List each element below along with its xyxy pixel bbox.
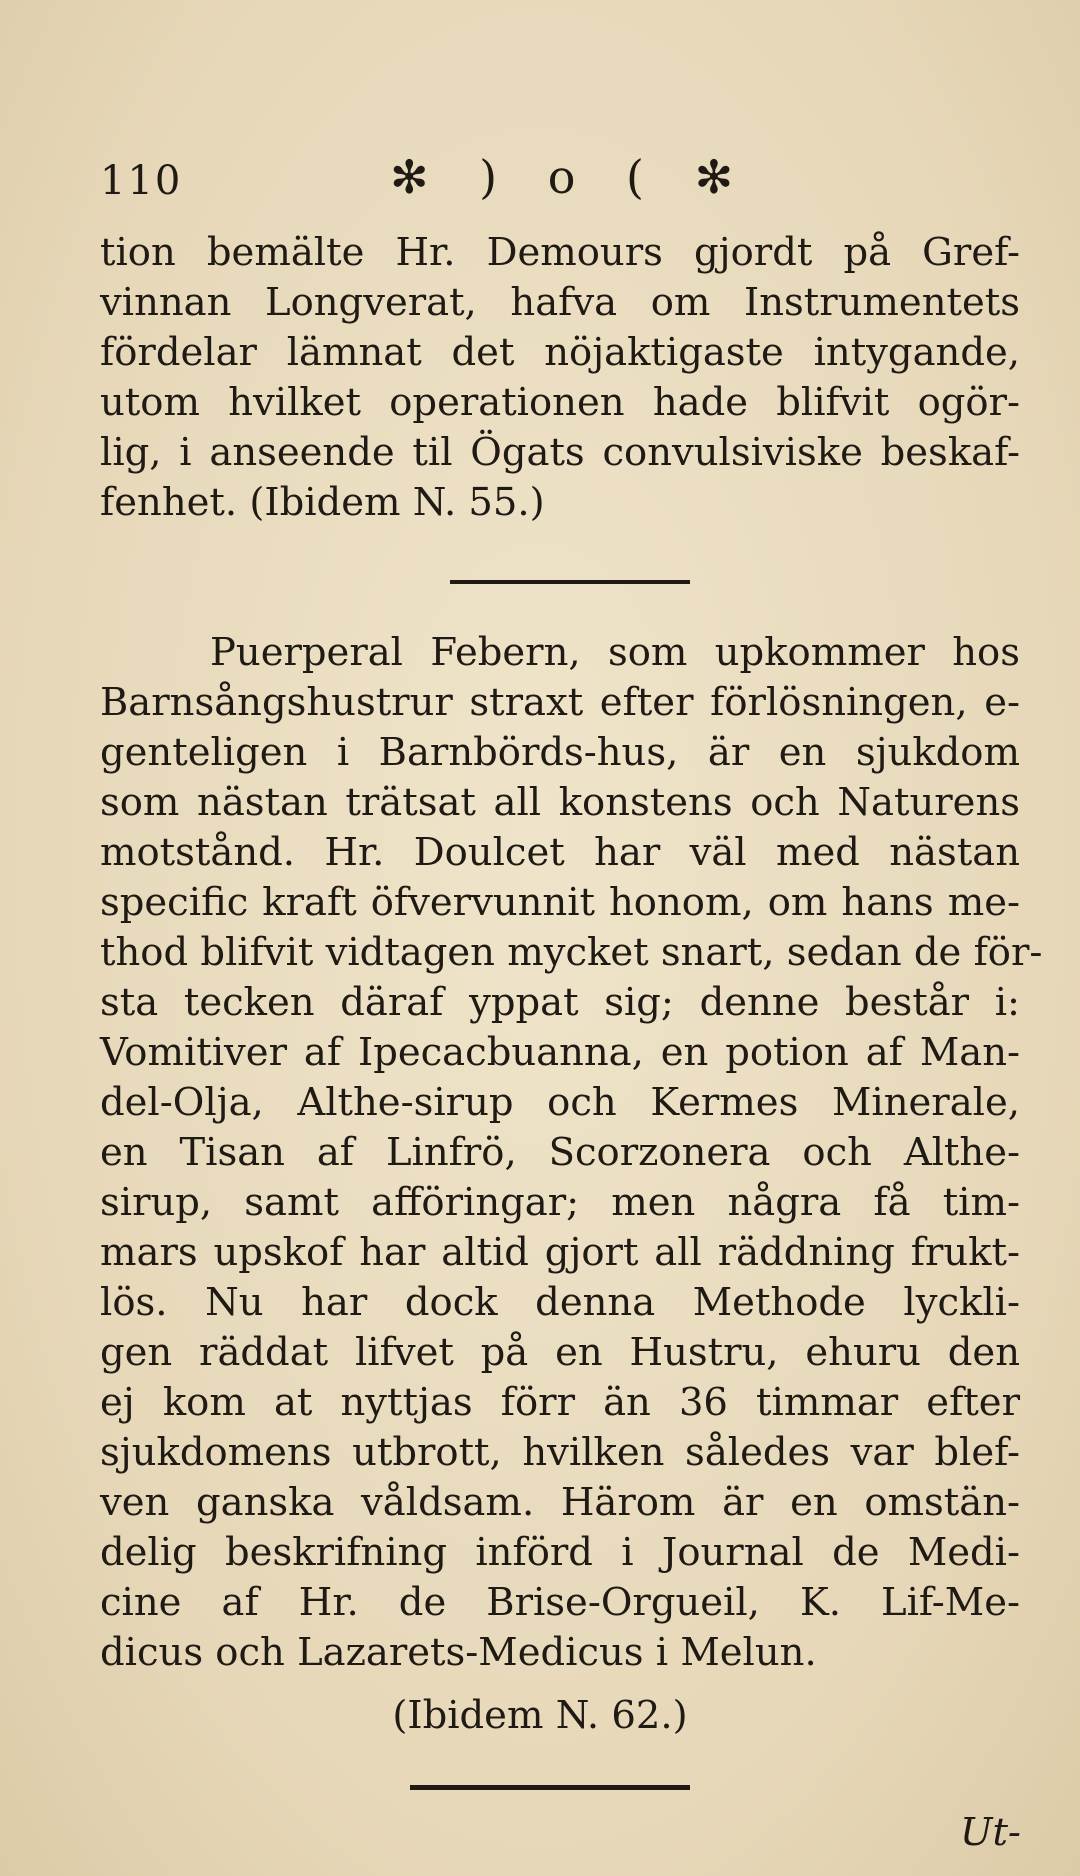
text-line: gen räddat lifvet på en Hustru, ehuru den xyxy=(100,1330,1020,1375)
text-line: mars upskof har altid gjort all räddning frukt- xyxy=(100,1230,1020,1275)
text-line: sta tecken däraf yppat sig; denne består i: xyxy=(100,980,1020,1025)
section-divider xyxy=(410,1785,690,1790)
text-line: specific kraft öfvervunnit honom, om hans me- xyxy=(100,880,1020,925)
text-line: Vomitiver af Ipecacbuanna, en potion af Man- xyxy=(100,1030,1020,1075)
text-line: cine af Hr. de Brise-Orgueil, K. Lif-Me- xyxy=(100,1580,1020,1625)
text-line: thod blifvit vidtagen mycket snart, sedan de för- xyxy=(100,930,1043,975)
text-line: motstånd. Hr. Doulcet har väl med nästan xyxy=(100,830,1020,875)
text-line: tion bemälte Hr. Demours gjordt på Gref- xyxy=(100,230,1020,275)
catchword: Ut- xyxy=(960,1810,1021,1855)
text-line: del-Olja, Althe-sirup och Kermes Minerale, xyxy=(100,1080,1020,1125)
text-line: lig, i anseende til Ögats convulsiviske beskaf- xyxy=(100,430,1020,475)
text-line: en Tisan af Linfrö, Scorzonera och Althe- xyxy=(100,1130,1020,1175)
text-line: fenhet. (Ibidem N. 55.) xyxy=(100,480,545,525)
text-line: fördelar lämnat det nöjaktigaste intygande, xyxy=(100,330,1020,375)
header-ornament: ✻ ) o ( ✻ xyxy=(390,150,752,204)
text-line: lös. Nu har dock denna Methode lyckli- xyxy=(100,1280,1020,1325)
text-line: sirup, samt afföringar; men några få tim- xyxy=(100,1180,1020,1225)
text-line: ven ganska våldsam. Härom är en omstän- xyxy=(100,1480,1020,1525)
page-number: 110 xyxy=(100,158,183,204)
text-line: delig beskrifning införd i Journal de Medi- xyxy=(100,1530,1020,1575)
paragraph-continuation xyxy=(100,228,1020,528)
text-line: vinnan Longverat, hafva om Instrumentets xyxy=(100,280,1020,325)
text-line: sjukdomens utbrott, hvilken således var blef- xyxy=(100,1430,1020,1475)
text-line: genteligen i Barnbörds-hus, är en sjukdom xyxy=(100,730,1020,775)
text-line: utom hvilket operationen hade blifvit ogör- xyxy=(100,380,1020,425)
text-line: ej kom at nyttjas förr än 36 timmar efter xyxy=(100,1380,1020,1425)
section-divider xyxy=(450,580,690,584)
citation: (Ibidem N. 62.) xyxy=(392,1693,688,1738)
text-line: Barnsångshustrur straxt efter förlösningen, e- xyxy=(100,680,1020,725)
page-header xyxy=(100,150,980,220)
text-line: Puerperal Febern, som upkommer hos xyxy=(210,630,1020,675)
text-line: som nästan trätsat all konstens och Naturens xyxy=(100,780,1020,825)
paragraph-puerperal-fever xyxy=(100,628,1043,1678)
text-line: dicus och Lazarets-Medicus i Melun. xyxy=(100,1630,817,1675)
